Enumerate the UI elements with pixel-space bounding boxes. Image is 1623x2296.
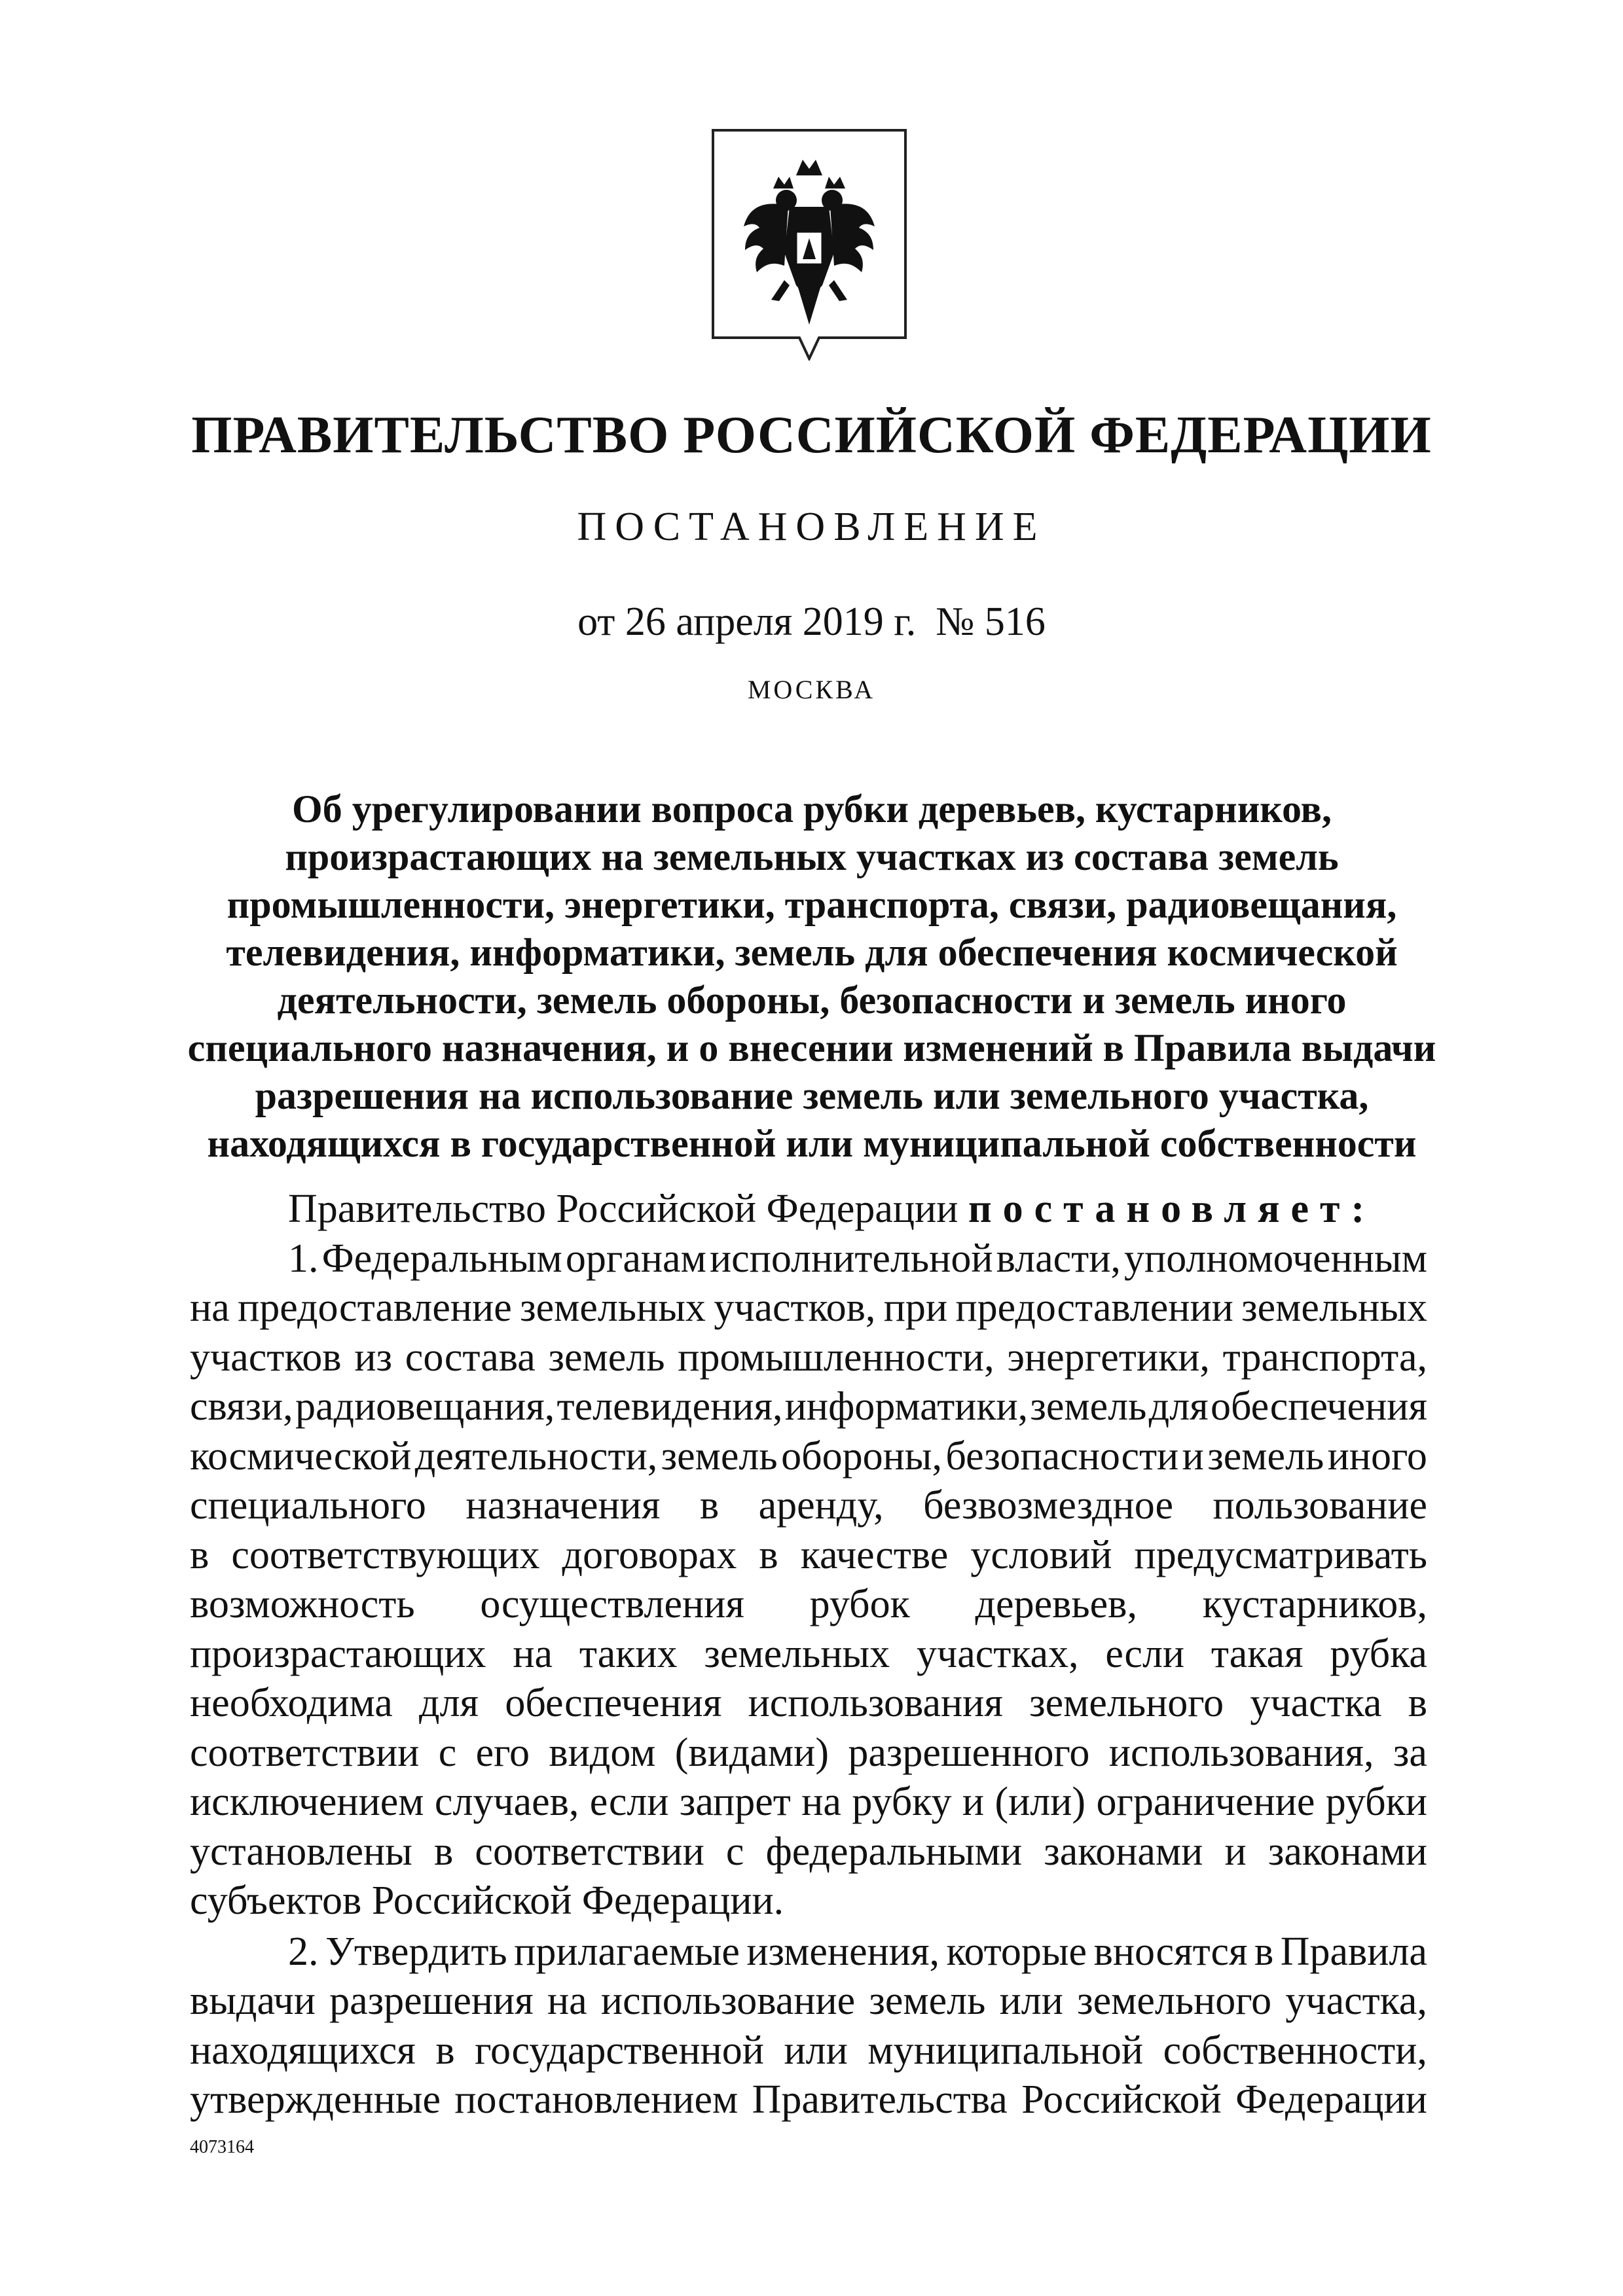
paragraph-line: возможность осуществления рубок деревьев, кустарников, <box>190 1582 1427 1626</box>
paragraph-line: 1. Федеральным органам исполнительной власти, уполномоченным <box>288 1236 1427 1281</box>
paragraph-line: в соответствующих договорах в качестве условий предусматривать <box>190 1532 1427 1577</box>
paragraph-line: выдачи разрешения на использование земель или земельного участка, <box>190 1979 1427 2023</box>
paragraph-line: установлены в соответствии с федеральными законами и законами <box>190 1829 1427 1874</box>
paragraph-line: утвержденные постановлением Правительства Российской Федерации <box>190 2077 1427 2122</box>
government-title: ПРАВИТЕЛЬСТВО РОССИЙСКОЙ ФЕДЕРАЦИИ <box>191 406 1432 464</box>
document-body <box>190 1185 1427 2125</box>
subject-line: Об урегулировании вопроса рубки деревьев, кустарников, <box>292 787 1332 831</box>
subject-line: специального назначения, и о внесении изменений в Правила выдачи <box>187 1026 1436 1069</box>
subject-line: произрастающих на земельных участках из состава земель <box>285 835 1339 878</box>
document-number: № 516 <box>936 600 1046 644</box>
subject-line: деятельности, земель обороны, безопасности и земель иного <box>277 978 1347 1022</box>
paragraph-line: участков из состава земель промышленности, энергетики, транспорта, <box>190 1335 1427 1380</box>
preamble-emphasis: постановляет: <box>968 1187 1376 1231</box>
coat-of-arms <box>711 128 907 361</box>
subject-line: телевидения, информатики, земель для обеспечения космической <box>226 931 1398 974</box>
paragraph-line: произрастающих на таких земельных участках, если такая рубка <box>190 1631 1427 1676</box>
subject-line: промышленности, энергетики, транспорта, связи, радиовещания, <box>227 883 1397 926</box>
preamble-text: Правительство Российской Федерации <box>288 1187 968 1231</box>
paragraph-line: на предоставление земельных участков, при предоставлении земельных <box>190 1285 1427 1330</box>
paragraph-line: связи, радиовещания, телевидения, информатики, земель для обеспечения <box>190 1384 1427 1429</box>
document-date-line <box>0 599 1623 645</box>
paragraph-line: соответствии с его видом (видами) разрешенного использования, за <box>190 1730 1427 1775</box>
paragraph-line: исключением случаев, если запрет на рубку и (или) ограничение рубки <box>190 1780 1427 1824</box>
paragraph-line: субъектов Российской Федерации. <box>190 1878 784 1923</box>
document-subject <box>151 785 1473 1168</box>
paragraph-2 <box>190 1928 1427 2125</box>
paragraph-line: находящихся в государственной или муниципальной собственности, <box>190 2028 1427 2073</box>
paragraph-line: 2. Утвердить прилагаемые изменения, которые вносятся в Правила <box>288 1929 1427 1974</box>
subject-line: разрешения на использование земель или земельного участка, <box>255 1074 1369 1117</box>
document-type: ПОСТАНОВЛЕНИЕ <box>577 505 1046 549</box>
coat-of-arms-icon <box>711 128 907 361</box>
document-code: 4073164 <box>190 2137 254 2157</box>
paragraph-line: специального назначения в аренду, безвозмездное пользование <box>190 1483 1427 1528</box>
paragraph-line: космической деятельности, земель обороны, безопасности и земель иного <box>190 1433 1427 1479</box>
subject-line: находящихся в государственной или муниципальной собственности <box>207 1122 1417 1165</box>
preamble <box>190 1185 1427 1234</box>
paragraph-1 <box>190 1234 1427 1926</box>
document-date: от 26 апреля 2019 г. <box>577 600 917 644</box>
document-city: МОСКВА <box>747 675 876 704</box>
paragraph-line: необходима для обеспечения использования земельного участка в <box>190 1681 1427 1725</box>
